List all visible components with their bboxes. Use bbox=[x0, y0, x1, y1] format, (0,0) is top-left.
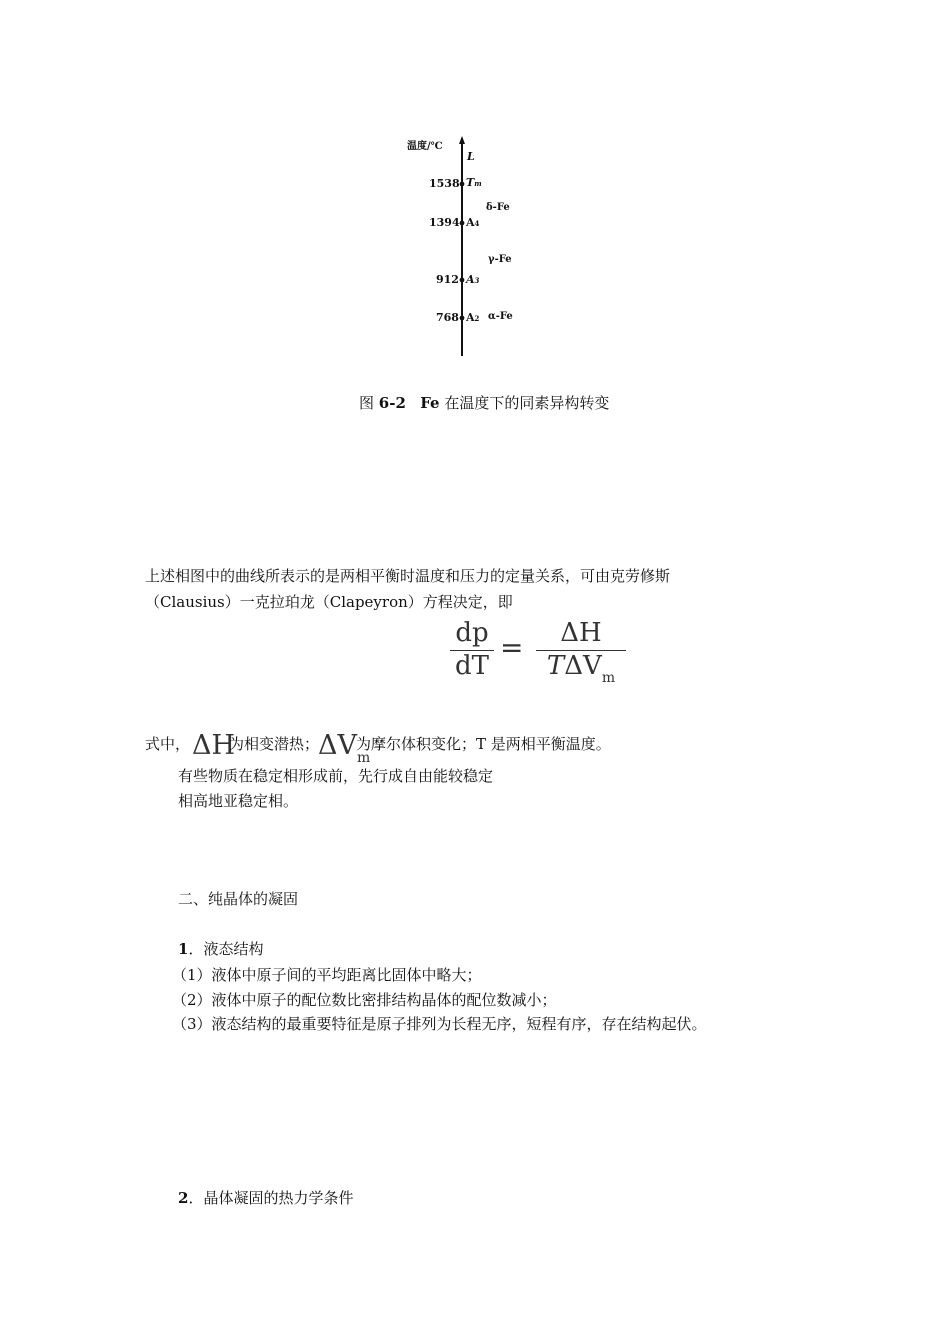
numerator-dp: dp bbox=[455, 618, 489, 648]
temp-label-1538: 1538 bbox=[429, 177, 460, 190]
fraction-dp-dt bbox=[450, 618, 494, 681]
mark-tm: Tm bbox=[466, 176, 482, 189]
explanation-mid-1: 为相变潜热； bbox=[229, 735, 320, 753]
explanation-mid-2: 为摩尔体积变化；T 是两相平衡温度。 bbox=[356, 735, 611, 753]
symbol-delta-h: ΔH bbox=[192, 730, 236, 761]
symbol-delta-v-m: $\Delta V_m$ bbox=[318, 730, 371, 766]
denominator-dt: dT bbox=[455, 651, 489, 681]
temp-label-1394: 1394 bbox=[429, 216, 460, 229]
temperature-axis-line bbox=[400, 130, 540, 362]
phase-label-gamma-fe: γ-Fe bbox=[488, 254, 512, 265]
list-item-1: （1）液体中原子间的平均距离比固体中略大； bbox=[172, 966, 482, 984]
subsection-2-title: 2．晶体凝固的热力学条件 bbox=[178, 1189, 354, 1207]
figure-caption: 图 6-2 Fe 在温度下的同素异构转变 bbox=[359, 394, 610, 412]
list-item-3: （3）液态结构的最重要特征是原子排列为长程无序，短程有序，存在结构起伏。 bbox=[172, 1015, 707, 1033]
list-item-2: （2）液体中原子的配位数比密排结构晶体的配位数减小； bbox=[172, 991, 557, 1009]
figure-fe-allotropy bbox=[400, 130, 540, 362]
point-912 bbox=[460, 278, 465, 283]
paragraph-line-2: （Clausius）一克拉珀龙（Clapeyron）方程决定，即 bbox=[145, 593, 513, 611]
explanation-line-3: 相高地亚稳定相。 bbox=[178, 792, 299, 810]
clausius-clapeyron-equation bbox=[450, 618, 630, 688]
paragraph-line-1: 上述相图中的曲线所表示的是两相平衡时温度和压力的定量关系，可由克劳修斯 bbox=[145, 567, 671, 585]
temp-label-768: 768 bbox=[436, 311, 459, 324]
mark-a2: A2 bbox=[466, 311, 480, 324]
mark-a3: A3 bbox=[466, 273, 480, 286]
phase-label-alpha-fe: α-Fe bbox=[488, 311, 513, 322]
numerator-delta-h: ΔH bbox=[560, 618, 602, 648]
equals-sign: = bbox=[500, 631, 524, 664]
point-1394 bbox=[460, 221, 465, 226]
phase-label-delta-fe: δ-Fe bbox=[486, 202, 510, 213]
phase-label-liquid: L bbox=[467, 150, 475, 163]
temp-label-912: 912 bbox=[436, 273, 459, 286]
axis-label: 温度/℃ bbox=[407, 141, 443, 152]
point-1538 bbox=[460, 182, 465, 187]
explanation-prefix: 式中， bbox=[145, 735, 191, 753]
explanation-line-2: 有些物质在稳定相形成前，先行成自由能较稳定 bbox=[178, 767, 494, 785]
mark-a4: A4 bbox=[466, 216, 480, 229]
denominator-t-delta-v: $T\Delta V_m$ bbox=[546, 651, 616, 686]
subsection-1-title: 1．液态结构 bbox=[178, 940, 264, 958]
point-768 bbox=[460, 316, 465, 321]
fraction-dh-tdv bbox=[536, 618, 626, 685]
section-heading: 二、纯晶体的凝固 bbox=[178, 890, 299, 908]
